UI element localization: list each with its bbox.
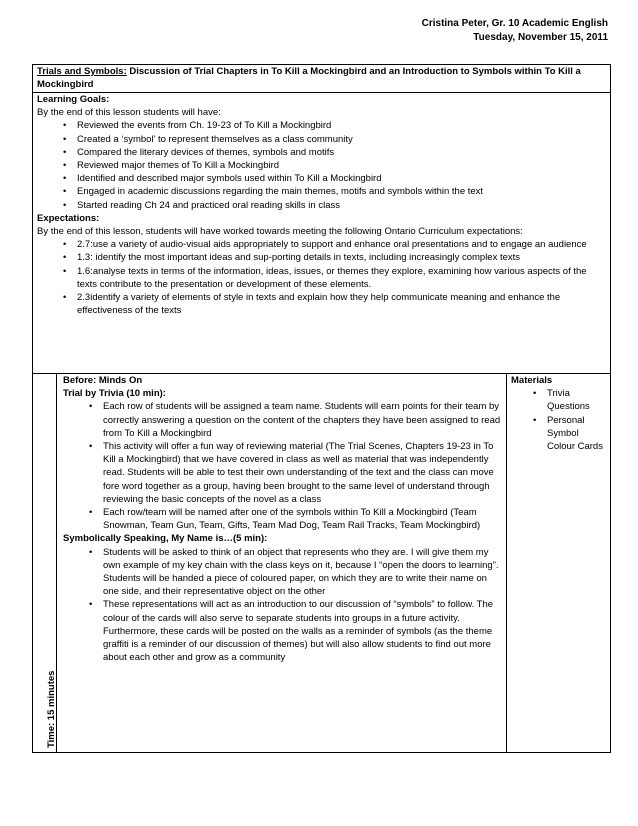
list-item: • 2.3identify a variety of elements of style in texts and explain how they help communicate meaning and enhance the effectiveness of the texts	[77, 291, 606, 317]
title-underlined: Trials and Symbols:	[37, 66, 127, 77]
list-item: • 2.7:use a variety of audio-visual aids appropriately to support and enhance oral presentations and to engage an audience	[77, 238, 606, 251]
list-item: • Each row/team will be named after one of the symbols within To Kill a Mockingbird (Team Snowman, Team Gun, Team, Gifts, Team Mad Dog, Team Rail Tracks, Team Mockingbird)	[103, 506, 502, 532]
list-item: • Compared the literary devices of themes, symbols and motifs	[77, 146, 606, 159]
title-row	[33, 65, 611, 93]
learning-goals-list	[37, 119, 606, 211]
list-item: • Identified and described major symbols used within To Kill a Mockingbird	[77, 172, 606, 185]
symbol-list	[63, 546, 502, 665]
learning-goals-intro: By the end of this lesson students will have:	[37, 107, 221, 119]
activity-cell	[57, 374, 507, 753]
activity-row	[33, 374, 611, 753]
list-item: • Engaged in academic discussions regarding the main themes, motifs and symbols within the text	[77, 185, 606, 198]
goals-expectations-cell	[33, 93, 611, 374]
expectations-list	[37, 238, 606, 317]
list-item: • Created a ‘symbol’ to represent themselves as a class community	[77, 133, 606, 146]
list-item: • Started reading Ch 24 and practiced oral reading skills in class	[77, 199, 606, 212]
time-label: Time: 15 minutes	[46, 670, 57, 748]
list-item: • This activity will offer a fun way of reviewing material (The Trial Scenes, Chapters 19-23 in To Kill a Mockingbird) that we have covered in class as well as material that was independently read. Students will be able to test their own understanding of the text and the class can move fore word together as a group, having been brought to the same level of understand through reviewing the basic concepts of the novel as a class	[103, 440, 502, 506]
list-item: • Students will be asked to think of an object that represents who they are. I will give them my own example of my key chain with the class keys on it, because I “open the doors to learning”. Students will be handed a piece of coloured paper, on which they are to write their name on one side, and their representative object on the other	[103, 546, 502, 599]
materials-list	[511, 387, 606, 453]
materials-heading: Materials	[511, 375, 553, 386]
list-item: • Reviewed the events from Ch. 19-23 of To Kill a Mockingbird	[77, 119, 606, 132]
list-item: • 1.6:analyse texts in terms of the information, ideas, issues, or themes they explore, examining how various aspects of the texts contribute to the presentation or development of these elements.	[77, 265, 606, 291]
expectations-intro: By the end of this lesson, students will have worked towards meeting the following Ontario Curriculum expectations:	[37, 226, 523, 238]
list-item: • Reviewed major themes of To Kill a Mockingbird	[77, 159, 606, 172]
trivia-heading: Trial by Trivia (10 min):	[63, 388, 166, 400]
trivia-list	[63, 400, 502, 532]
materials-cell	[507, 374, 611, 753]
before-heading: Before: Minds On	[63, 375, 143, 386]
list-item: • These representations will act as an introduction to our discussion of “symbols” to follow. The colour of the cards will also serve to separate students into groups in a future activity. Furthermore, these cards will be posted on the walls as a reminder of symbols (as the theme graffiti is a reminder of our discussion of themes) but will also allow students to find out more about each other and grow as a community	[103, 598, 502, 664]
title-rest: Discussion of Trial Chapters in To Kill a Mockingbird and an Introduction to Symbols within To Kill a Mockingbird	[37, 66, 581, 91]
expectations-heading: Expectations:	[37, 212, 100, 224]
time-cell	[33, 374, 57, 753]
date-line: Tuesday, November 15, 2011	[473, 32, 608, 43]
lesson-title	[33, 65, 611, 93]
list-item: • Personal Symbol Colour Cards	[547, 414, 606, 454]
author-line: Cristina Peter, Gr. 10 Academic English	[421, 18, 608, 29]
symbol-heading: Symbolically Speaking, My Name is…(5 min):	[63, 533, 268, 545]
document-header	[422, 17, 608, 45]
goals-row	[33, 93, 611, 374]
learning-goals-heading: Learning Goals:	[37, 94, 110, 105]
lesson-plan-table	[32, 64, 611, 753]
list-item: • 1.3: identify the most important ideas and sup-porting details in texts, including increasingly complex texts	[77, 251, 606, 264]
list-item: • Trivia Questions	[547, 387, 606, 413]
list-item: • Each row of students will be assigned a team name. Students will earn points for their team by correctly answering a question on the content of the chapters they have been assigned to read from To Kill a Mockingbird	[103, 400, 502, 440]
